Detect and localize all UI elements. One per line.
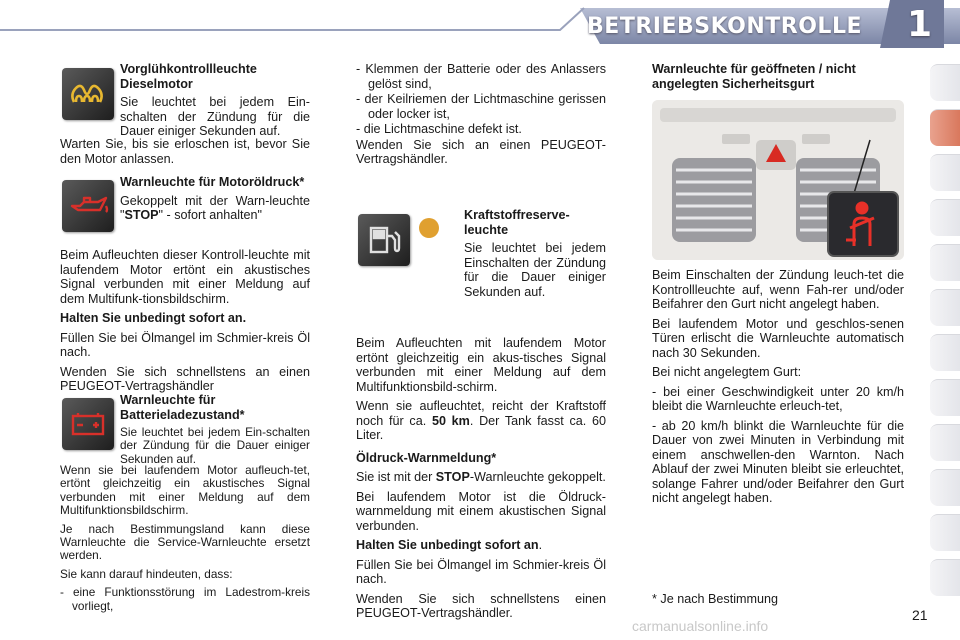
oil-para-1: Beim Aufleuchten dieser Kontroll-leuchte mit laufendem Motor ertönt ein akustisches Signal verbunden mit einer Meldung auf dem Multifunk-tionsbildschirm. bbox=[60, 248, 310, 306]
glow-after-text: Warten Sie, bis sie erloschen ist, bevor Sie den Motor anlassen. bbox=[60, 137, 310, 166]
cause-item-1: - Klemmen der Batterie oder des Anlassers gelöst sind, bbox=[356, 62, 606, 91]
chapter-tab[interactable] bbox=[930, 64, 960, 101]
oilwarn-bold: Halten Sie unbedingt sofort an bbox=[356, 538, 539, 552]
oil-can-icon bbox=[62, 180, 114, 232]
fuel-desc: Sie leuchtet bei jedem Einschalten der Zündung für die Dauer einiger Sekunden auf. bbox=[464, 241, 606, 299]
oilwarn-stop: STOP bbox=[435, 470, 470, 484]
oilwarn-p3: Füllen Sie bei Ölmangel im Schmier-kreis Öl nach. bbox=[356, 557, 606, 586]
oil-para-3: Wenden Sie sich schnellstens an einen PEUGEOT-Vertragshändler bbox=[60, 364, 310, 393]
chapter-tab[interactable] bbox=[930, 289, 960, 326]
chapter-tab[interactable] bbox=[930, 514, 960, 551]
oilwarn-p1-pre: Sie ist mit der bbox=[356, 470, 436, 484]
chapter-tab[interactable] bbox=[930, 559, 960, 596]
footnote: * Je nach Bestimmung bbox=[652, 592, 778, 606]
glow-plug-icon bbox=[62, 68, 114, 120]
fuel-indicator-block bbox=[464, 208, 606, 303]
oil-para-2: Füllen Sie bei Ölmangel im Schmier-kreis Öl nach. bbox=[60, 330, 310, 359]
fuel-para-2-post: . Der Tank fasst ca. 60 Liter. bbox=[356, 413, 606, 442]
battery-item-1: - eine Funktionsstörung im Ladestrom-kreis vorliegt, bbox=[60, 585, 310, 613]
chapter-tab[interactable] bbox=[930, 379, 960, 416]
contact-dealer: Wenden Sie sich an einen PEUGEOT-Vertragshändler. bbox=[356, 137, 606, 166]
page-number: 21 bbox=[912, 607, 928, 623]
chapter-tabs bbox=[930, 64, 960, 600]
fuel-para-1: Beim Aufleuchten mit laufendem Motor ertönt gleichzeitig ein akus-tisches Signal verbunden mit einer Meldung auf dem Multifunktionsbild-schirm. bbox=[356, 336, 606, 394]
fuel-title: Kraftstoffreserve-leuchte bbox=[464, 208, 570, 237]
oilwarn-p1-post: -Warnleuchte gekoppelt. bbox=[469, 470, 606, 484]
glow-after bbox=[60, 137, 310, 171]
oil-bold-warning: Halten Sie unbedingt sofort an. bbox=[60, 311, 247, 325]
fuel-pump-icon bbox=[358, 214, 410, 266]
dashboard-photo bbox=[652, 100, 904, 260]
cause-item-2: - der Keilriemen der Lichtmaschine gerissen oder locker ist, bbox=[356, 92, 606, 121]
oil-desc-post: " - sofort anhalten" bbox=[158, 208, 262, 222]
battery-para-1: Wenn sie bei laufendem Motor aufleuch-tet, ertönt gleichzeitig ein akustisches Signal verbunden mit einer Meldung auf dem Multifunktionsbildschirm. bbox=[60, 463, 310, 518]
oilwarn-p2: Bei laufendem Motor ist die Öldruck-warnmeldung mit einem akustischen Signal verbunden. bbox=[356, 489, 606, 533]
chapter-tab-active[interactable] bbox=[930, 109, 960, 146]
oil-title: Warnleuchte für Motoröldruck* bbox=[120, 175, 305, 189]
fuel-status-dot bbox=[419, 218, 439, 238]
chapter-tab[interactable] bbox=[930, 244, 960, 281]
glow-title: Vorglühkontrollleuchte Dieselmotor bbox=[120, 62, 257, 91]
oil-desc-pre: Gekoppelt mit der Warn-leuchte " bbox=[120, 193, 310, 222]
glow-indicator-block bbox=[120, 62, 310, 143]
seatbelt-title: Warnleuchte für geöffneten / nicht angelegten Sicherheitsgurt bbox=[652, 62, 856, 91]
oilwarn-p4: Wenden Sie sich schnellstens einen PEUGEOT-Vertragshändler. bbox=[356, 591, 606, 620]
seatbelt-p4: - bei einer Geschwindigkeit unter 20 km/h bleibt die Warnleuchte erleuch-tet, bbox=[652, 384, 904, 413]
battery-body bbox=[60, 464, 310, 618]
oil-body bbox=[60, 248, 310, 399]
fuel-para-2-pre: Wenn sie aufleuchtet, reicht der Kraftstoff noch für ca. bbox=[356, 399, 606, 428]
page-title: BETRIEBSKONTROLLE bbox=[587, 14, 862, 39]
battery-desc: Sie leuchtet bei jedem Ein-schalten der Zündung für die Dauer einiger Sekunden auf. bbox=[120, 425, 310, 466]
chapter-tab[interactable] bbox=[930, 199, 960, 236]
battery-para-3: Sie kann darauf hindeuten, dass: bbox=[60, 566, 233, 581]
chapter-tab[interactable] bbox=[930, 154, 960, 191]
seatbelt-body bbox=[652, 268, 904, 511]
seatbelt-p2: Bei laufendem Motor und geschlos-senen Türen erlischt die Warnleuchte automatisch nach 30 Sekunden. bbox=[652, 316, 904, 360]
oilwarn-bold-suffix: . bbox=[538, 538, 543, 552]
fuel-range: 50 km bbox=[431, 413, 470, 428]
oilwarn-title: Öldruck-Warnmeldung* bbox=[356, 450, 497, 465]
battery-indicator-block bbox=[120, 393, 310, 470]
oil-indicator-block bbox=[120, 175, 310, 227]
chapter-tab[interactable] bbox=[930, 424, 960, 461]
oil-desc-stop: STOP bbox=[124, 208, 159, 222]
seatbelt-p3: Bei nicht angelegtem Gurt: bbox=[652, 365, 802, 379]
chapter-number: 1 bbox=[906, 4, 932, 45]
cause-item-3: - die Lichtmaschine defekt ist. bbox=[356, 122, 522, 136]
col2-top bbox=[356, 62, 606, 172]
seatbelt-p1: Beim Einschalten der Zündung leuch-tet die Kontrollleuchte auf, wenn Fah-rer und/oder Beifahrer den Gurt nicht angelegt haben. bbox=[652, 268, 904, 311]
seatbelt-p5: - ab 20 km/h blinkt die Warnleuchte für die Dauer von zwei Minuten in Verbindung mit einem anschwellen-den Warnton. Nach Ablauf der zwei Minuten bleibt sie erleuchtet, solange Fahrer und/oder Beifahrer den Gurt nicht angelegt haben. bbox=[652, 418, 904, 505]
chapter-tab[interactable] bbox=[930, 469, 960, 506]
fuel-body bbox=[356, 336, 606, 626]
battery-para-2: Je nach Bestimmungsland kann diese Warnleuchte die Service-Warnleuchte ersetzt werden. bbox=[60, 521, 310, 563]
battery-icon bbox=[62, 398, 114, 450]
chapter-tab[interactable] bbox=[930, 334, 960, 371]
glow-desc: Sie leuchtet bei jedem Ein-schalten der Zündung für die Dauer einiger Sekunden auf. bbox=[120, 95, 310, 138]
watermark: carmanualsonline.info bbox=[632, 618, 769, 634]
battery-title: Warnleuchte für Batterieladezustand* bbox=[120, 393, 245, 422]
